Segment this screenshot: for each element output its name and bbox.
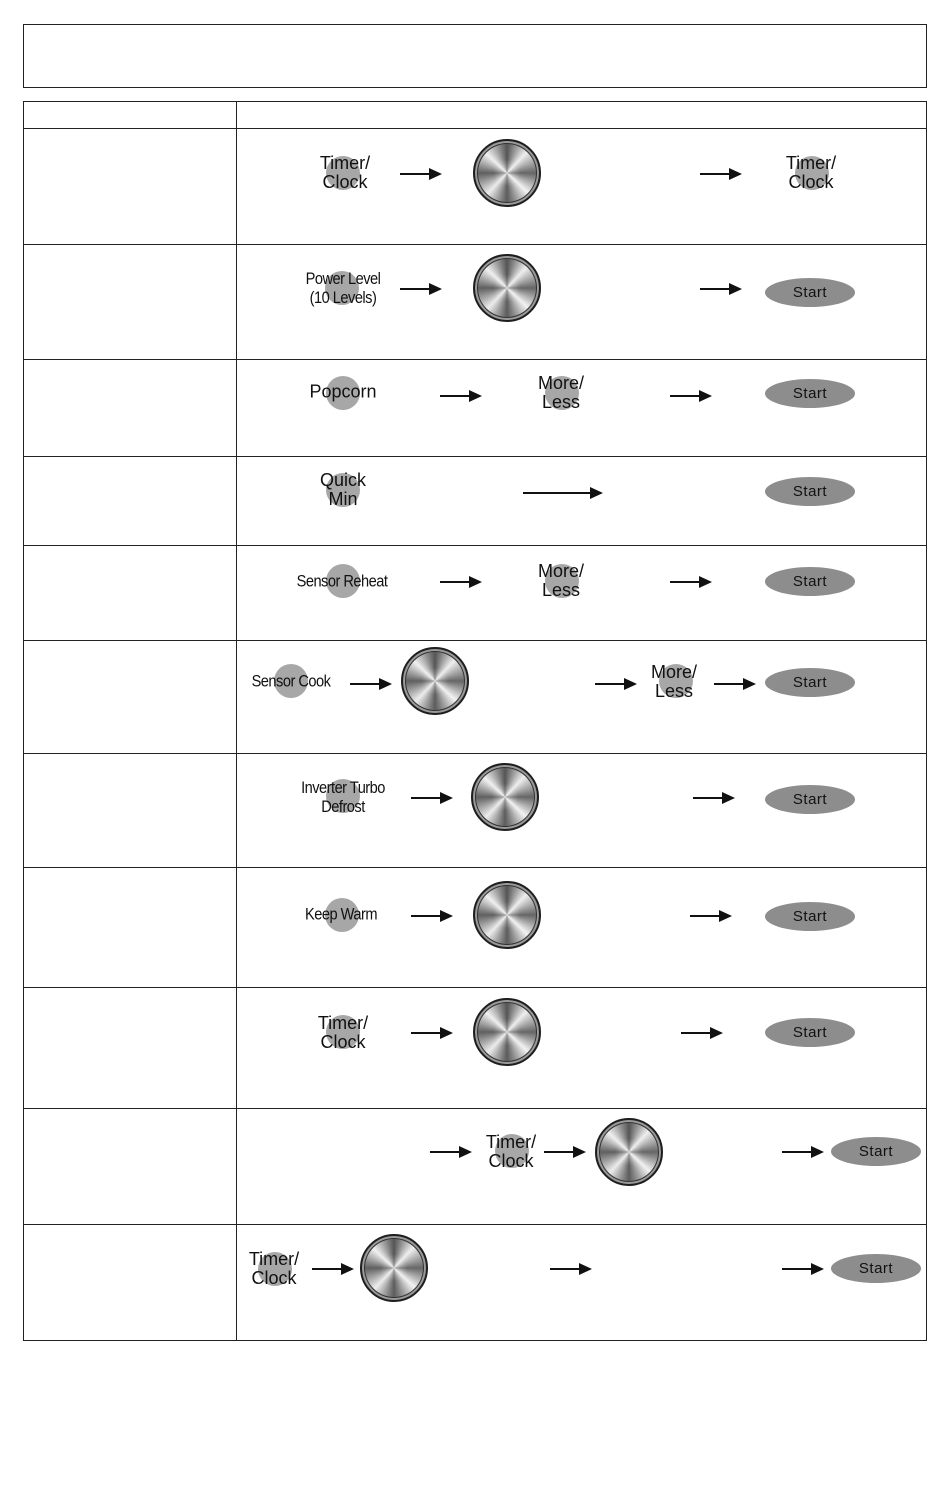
- dial-knob-icon[interactable]: [473, 254, 541, 322]
- dial-knob-icon[interactable]: [401, 647, 469, 715]
- quick-min-label: Quick Min: [319, 470, 367, 509]
- timer-clock-label: Timer/ Clock: [319, 153, 371, 192]
- arrow-icon: [411, 1032, 451, 1034]
- more-less-label: More/ Less: [650, 662, 698, 701]
- dial-knob-icon[interactable]: [473, 998, 541, 1066]
- dial-knob-icon[interactable]: [473, 139, 541, 207]
- start-button[interactable]: Start: [765, 477, 855, 506]
- start-button[interactable]: Start: [765, 785, 855, 814]
- arrow-icon: [681, 1032, 721, 1034]
- start-button[interactable]: Start: [765, 379, 855, 408]
- more-less-label: More/ Less: [537, 373, 585, 412]
- keep-warm-label: Keep Warm: [305, 904, 377, 924]
- page-header-box: [23, 24, 927, 88]
- arrow-icon: [411, 915, 451, 917]
- arrow-icon: [523, 492, 601, 494]
- dial-knob-icon[interactable]: [473, 881, 541, 949]
- start-button[interactable]: Start: [765, 278, 855, 307]
- arrow-icon: [700, 288, 740, 290]
- row-divider: [23, 456, 927, 457]
- arrow-icon: [782, 1268, 822, 1270]
- sensor-cook-label: Sensor Cook: [251, 671, 331, 691]
- row-divider: [23, 987, 927, 988]
- arrow-icon: [670, 581, 710, 583]
- more-less-label: More/ Less: [537, 561, 585, 600]
- popcorn-label: Popcorn: [309, 381, 377, 402]
- row-divider: [23, 244, 927, 245]
- row-divider: [23, 1224, 927, 1225]
- start-button[interactable]: Start: [765, 668, 855, 697]
- arrow-icon: [782, 1151, 822, 1153]
- timer-clock-label: Timer/ Clock: [317, 1013, 369, 1052]
- start-button[interactable]: Start: [831, 1254, 921, 1283]
- inverter-turbo-defrost-label: Inverter Turbo Defrost: [301, 778, 385, 816]
- arrow-icon: [350, 683, 390, 685]
- row-divider: [23, 545, 927, 546]
- start-button[interactable]: Start: [765, 567, 855, 596]
- arrow-icon: [595, 683, 635, 685]
- row-divider: [23, 640, 927, 641]
- arrow-icon: [670, 395, 710, 397]
- arrow-icon: [400, 288, 440, 290]
- timer-clock-label: Timer/ Clock: [485, 1132, 537, 1171]
- table-header-divider: [23, 128, 927, 129]
- arrow-icon: [693, 797, 733, 799]
- dial-knob-icon[interactable]: [471, 763, 539, 831]
- arrow-icon: [690, 915, 730, 917]
- arrow-icon: [550, 1268, 590, 1270]
- arrow-icon: [440, 581, 480, 583]
- arrow-icon: [440, 395, 480, 397]
- arrow-icon: [430, 1151, 470, 1153]
- sensor-reheat-label: Sensor Reheat: [296, 571, 388, 591]
- arrow-icon: [700, 173, 740, 175]
- arrow-icon: [312, 1268, 352, 1270]
- row-divider: [23, 867, 927, 868]
- row-divider: [23, 359, 927, 360]
- arrow-icon: [411, 797, 451, 799]
- timer-clock-label: Timer/ Clock: [785, 153, 837, 192]
- power-level-label: Power Level (10 Levels): [305, 269, 381, 307]
- dial-knob-icon[interactable]: [595, 1118, 663, 1186]
- row-divider: [23, 1108, 927, 1109]
- start-button[interactable]: Start: [765, 902, 855, 931]
- start-button[interactable]: Start: [765, 1018, 855, 1047]
- arrow-icon: [544, 1151, 584, 1153]
- timer-clock-label: Timer/ Clock: [248, 1249, 300, 1288]
- dial-knob-icon[interactable]: [360, 1234, 428, 1302]
- arrow-icon: [714, 683, 754, 685]
- row-divider: [23, 753, 927, 754]
- start-button[interactable]: Start: [831, 1137, 921, 1166]
- table-column-divider: [236, 101, 237, 1341]
- arrow-icon: [400, 173, 440, 175]
